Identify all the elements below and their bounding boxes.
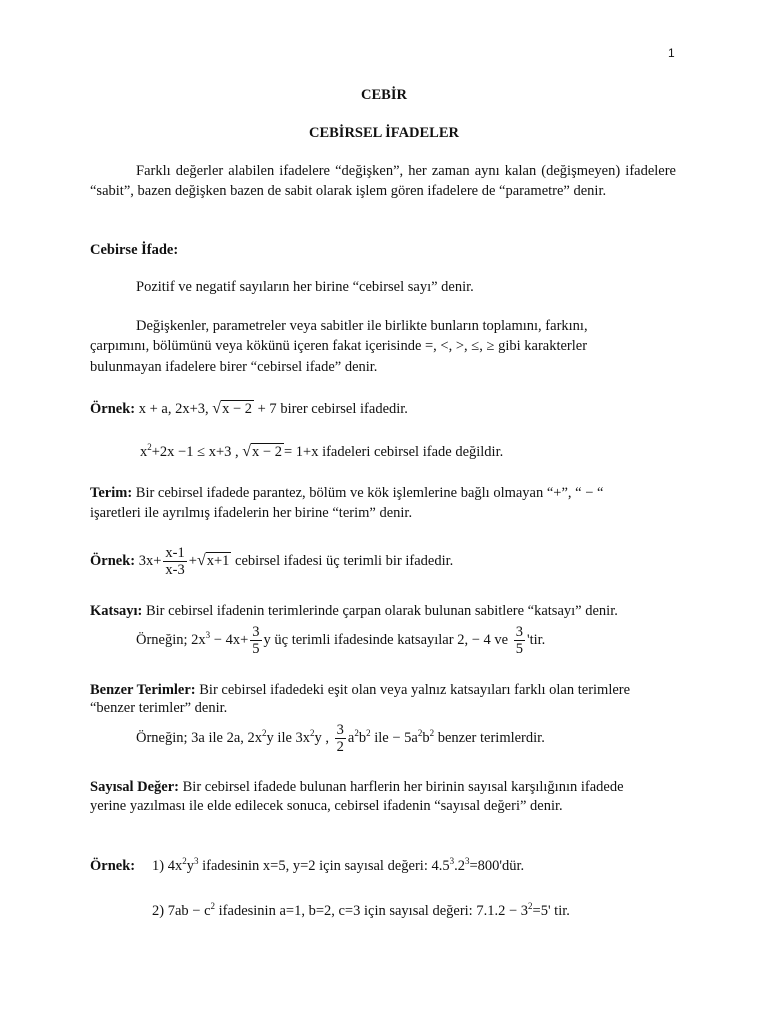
intro-text: Farklı değerler alabilen ifadelere “değişken”, her zaman aynı kalan (değişmeyen) ifadelere “sabit”, bazen değişken bazen de sabit olarak işlem gören ifadelere de “parametre” denir. xyxy=(90,163,676,199)
cebirse-p2-line2: çarpımını, bölümünü veya kökünü içeren fakat içerisinde =, <, >, ≤, ≥ gibi karakterler xyxy=(90,338,588,354)
ornek2-line: Örnek: 3x+ $\frac{x-1}{x-3}$ +√x+1 cebirsel ifadesi üç terimli bir ifadedir. xyxy=(90,545,454,579)
terim-line2: işaretleri ile ayrılmış ifadelerin her birine “terim” denir. xyxy=(90,505,413,521)
ornek3-item1: 1) $4x^2y^3$ ifadesinin x=5, y=2 için sayısal değeri: $4.5^3.2^3=800'dür$. xyxy=(152,856,525,874)
katsayi-line: Katsayı: Bir cebirsel ifadenin terimlerinde çarpan olarak bulunan sabitlere “katsayı” denir. xyxy=(90,603,618,619)
ornek1b-line: $x^2+2x -1 \le x+3$ , √x − 2 = 1+x ifadeleri cebirsel ifade değildir. xyxy=(140,442,504,460)
page-title: CEBİR xyxy=(361,87,407,103)
ornek3-item2: 2) $7ab - c^2$ ifadesinin a=1, b=2, c=3 için sayısal değeri: $7.1.2 - 3^2=5'$ tir. xyxy=(152,901,570,919)
page-number: 1 xyxy=(668,46,675,60)
ornek3-label: Örnek: xyxy=(90,858,136,874)
section-title: CEBİRSEL İFADELER xyxy=(308,125,459,141)
sayisal-line1: Sayısal Değer: Bir cebirsel ifadede bulunan harflerin her birinin sayısal karşılığının ifadede xyxy=(90,779,624,795)
terim-line1: Terim: Bir cebirsel ifadede parantez, bölüm ve kök işlemlerine bağlı olmayan “+”, “ − “ xyxy=(90,485,604,501)
intro-paragraph xyxy=(90,161,676,201)
cebirse-p2-line3: bulunmayan ifadelere birer “cebirsel ifade” denir. xyxy=(90,359,378,375)
benzer-line2: “benzer terimler” denir. xyxy=(90,700,228,716)
cebirse-p2-line1: Değişkenler, parametreler veya sabitler ile birlikte bunların toplamını, farkını, xyxy=(136,318,588,334)
ornek1-line: Örnek: x + a, 2x+3, √x − 2 + 7 birer cebirsel ifadedir. xyxy=(90,400,408,417)
sayisal-line2: yerine yazılması ile elde edilecek sonuca, cebirsel ifadenin “sayısal değeri” denir. xyxy=(90,798,563,814)
cebirse-heading: Cebirse İfade: xyxy=(90,242,179,258)
cebirse-p1: Pozitif ve negatif sayıların her birine “cebirsel sayı” denir. xyxy=(136,279,474,295)
katsayi-example: Örneğin; $2x^3 - 4x+$ $\frac{3}{5}$ y üç terimli ifadesinde katsayılar 2, − 4 ve $\frac{3}{5}$ 'tir. xyxy=(136,624,546,658)
benzer-line1: Benzer Terimler: Bir cebirsel ifadedeki eşit olan veya yalnız katsayıları farklı olan terimlere xyxy=(90,682,631,698)
benzer-example: Örneğin; 3a ile 2a, $2x^2y$ ile $3x^2y$ , $\frac{3}{2}$ $a^2b^2$ ile − $5a^2b^2$ benzer terimlerdir. xyxy=(136,722,545,756)
